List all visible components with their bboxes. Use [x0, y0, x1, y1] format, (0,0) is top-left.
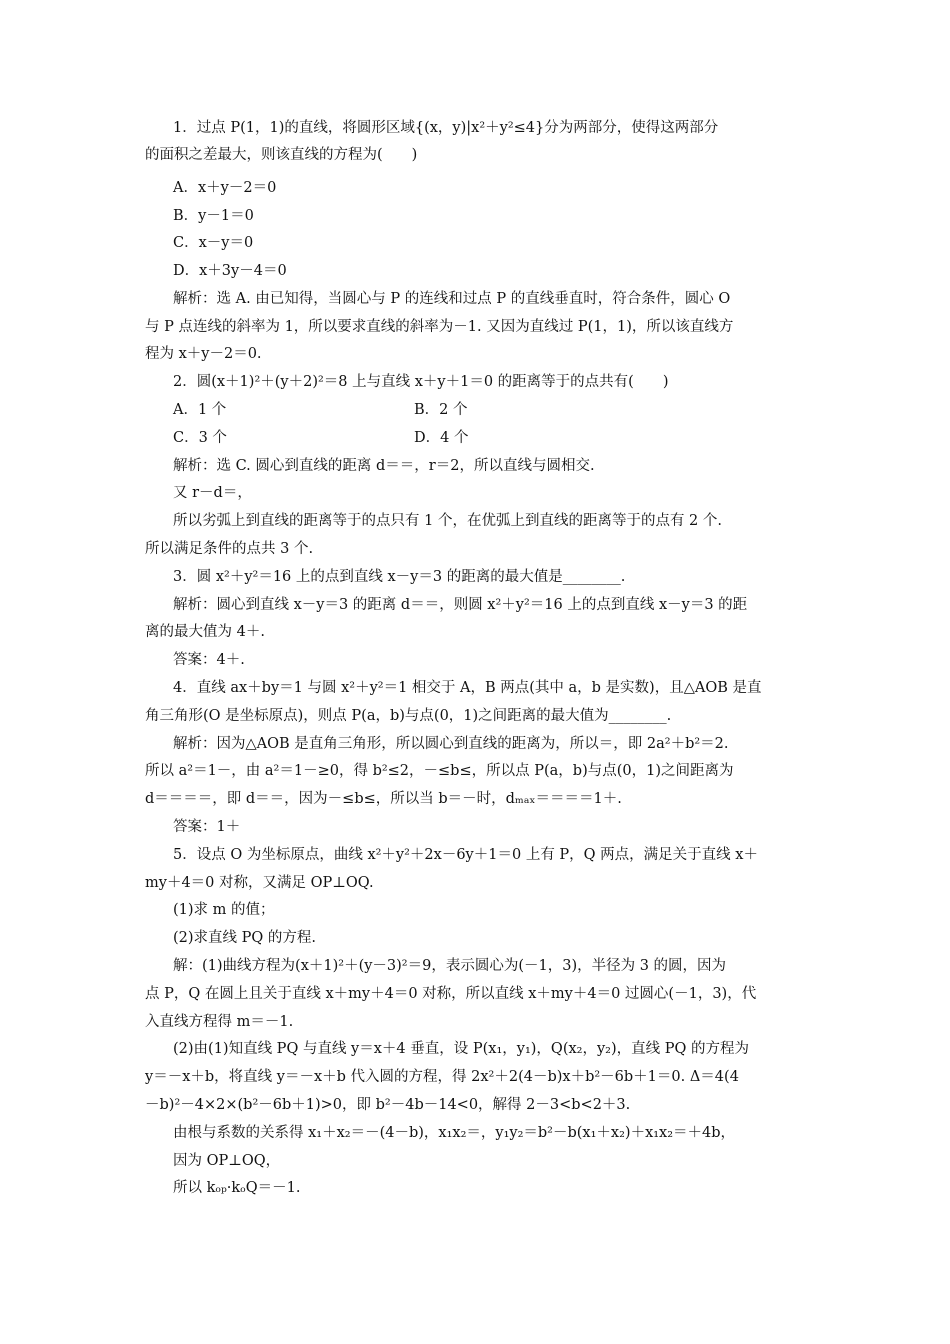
text-line: 离的最大值为 4＋.	[145, 624, 265, 640]
text-line: －b)²－4×2×(b²－6b＋1)>0，即 b²－4b－14<0，解得 2－3<b<2＋3.	[145, 1097, 631, 1113]
text-line: A．x＋y－2＝0	[173, 180, 277, 196]
text-line: 点 P，Q 在圆上且关于直线 x＋my＋4＝0 对称，所以直线 x＋my＋4＝0 过圆心(－1，3)，代	[145, 986, 757, 1002]
text-line: 因为 OP⊥OQ，	[173, 1153, 281, 1169]
text-line: 2．圆(x＋1)²＋(y＋2)²＝8 上与直线 x＋y＋1＝0 的距离等于的点共有( )	[173, 374, 669, 390]
text-line: my＋4＝0 对称，又满足 OP⊥OQ.	[145, 875, 374, 891]
text-line: y＝－x＋b，将直线 y＝－x＋b 代入圆的方程，得 2x²＋2(4－b)x＋b²－6b＋1＝0. Δ＝4(4	[145, 1069, 739, 1085]
text-line: 所以满足条件的点共 3 个.	[145, 541, 314, 557]
text-line: 5．设点 O 为坐标原点，曲线 x²＋y²＋2x－6y＋1＝0 上有 P，Q 两点，满足关于直线 x＋	[173, 847, 758, 863]
text-line: D．4 个	[414, 430, 469, 446]
text-line: 3．圆 x²＋y²＝16 上的点到直线 x－y＝3 的距离的最大值是________.	[173, 569, 626, 585]
text-line: 解析：选 C. 圆心到直线的距离 d＝＝，r＝2，所以直线与圆相交.	[173, 458, 595, 474]
text-line: 1．过点 P(1，1)的直线，将圆形区域{(x，y)|x²＋y²≤4}分为两部分，使得这两部分	[173, 120, 719, 136]
text-line: 所以 kₒₚ·kₒQ＝－1.	[173, 1180, 301, 1196]
text-line: (2)求直线 PQ 的方程.	[173, 930, 317, 946]
text-line: A．1 个	[173, 402, 227, 418]
text-line: B．2 个	[414, 402, 468, 418]
text-line: 与 P 点连线的斜率为 1，所以要求直线的斜率为－1. 又因为直线过 P(1，1)，所以该直线方	[145, 319, 734, 335]
text-line: 所以劣弧上到直线的距离等于的点只有 1 个，在优弧上到直线的距离等于的点有 2 个.	[173, 513, 722, 529]
text-line: 程为 x＋y－2＝0.	[145, 346, 262, 362]
text-line: 入直线方程得 m＝－1.	[145, 1014, 294, 1030]
text-line: (2)由(1)知直线 PQ 与直线 y＝x＋4 垂直，设 P(x₁，y₁)，Q(x₂，y₂)，直线 PQ 的方程为	[173, 1041, 749, 1057]
text-line: 答案：4＋.	[173, 652, 245, 668]
text-line: 又 r－d＝，	[173, 485, 252, 501]
text-line: 所以 a²＝1－，由 a²＝1－≥0，得 b²≤2，－≤b≤，所以点 P(a，b)与点(0，1)之间距离为	[145, 763, 734, 779]
text-line: 解析：因为△AOB 是直角三角形，所以圆心到直线的距离为，所以＝，即 2a²＋b²＝2.	[173, 736, 729, 752]
text-line: 的面积之差最大，则该直线的方程为( )	[145, 147, 418, 163]
text-line: d＝＝＝＝，即 d＝＝，因为－≤b≤，所以当 b＝－时，dₘₐₓ＝＝＝＝1＋.	[145, 791, 622, 807]
text-line: C．3 个	[173, 430, 227, 446]
text-line: 答案：1＋	[173, 819, 241, 835]
text-line: C．x－y＝0	[173, 235, 254, 251]
text-line: 解析：圆心到直线 x－y＝3 的距离 d＝＝，则圆 x²＋y²＝16 上的点到直线 x－y＝3 的距	[173, 597, 748, 613]
text-line: 由根与系数的关系得 x₁＋x₂＝－(4－b)，x₁x₂＝，y₁y₂＝b²－b(x₁＋x₂)＋x₁x₂＝＋4b，	[173, 1125, 736, 1141]
text-line: D．x＋3y－4＝0	[173, 263, 287, 279]
text-line: (1)求 m 的值；	[173, 902, 275, 918]
text-line: 解：(1)曲线方程为(x＋1)²＋(y－3)²＝9，表示圆心为(－1，3)，半径为 3 的圆，因为	[173, 958, 727, 974]
text-line: B．y－1＝0	[173, 208, 254, 224]
text-line: 4．直线 ax＋by＝1 与圆 x²＋y²＝1 相交于 A，B 两点(其中 a，b 是实数)，且△AOB 是直	[173, 680, 762, 696]
text-line: 角三角形(O 是坐标原点)，则点 P(a，b)与点(0，1)之间距离的最大值为________.	[145, 708, 672, 724]
text-line: 解析：选 A. 由已知得，当圆心与 P 的连线和过点 P 的直线垂直时，符合条件，圆心 O	[173, 291, 731, 307]
